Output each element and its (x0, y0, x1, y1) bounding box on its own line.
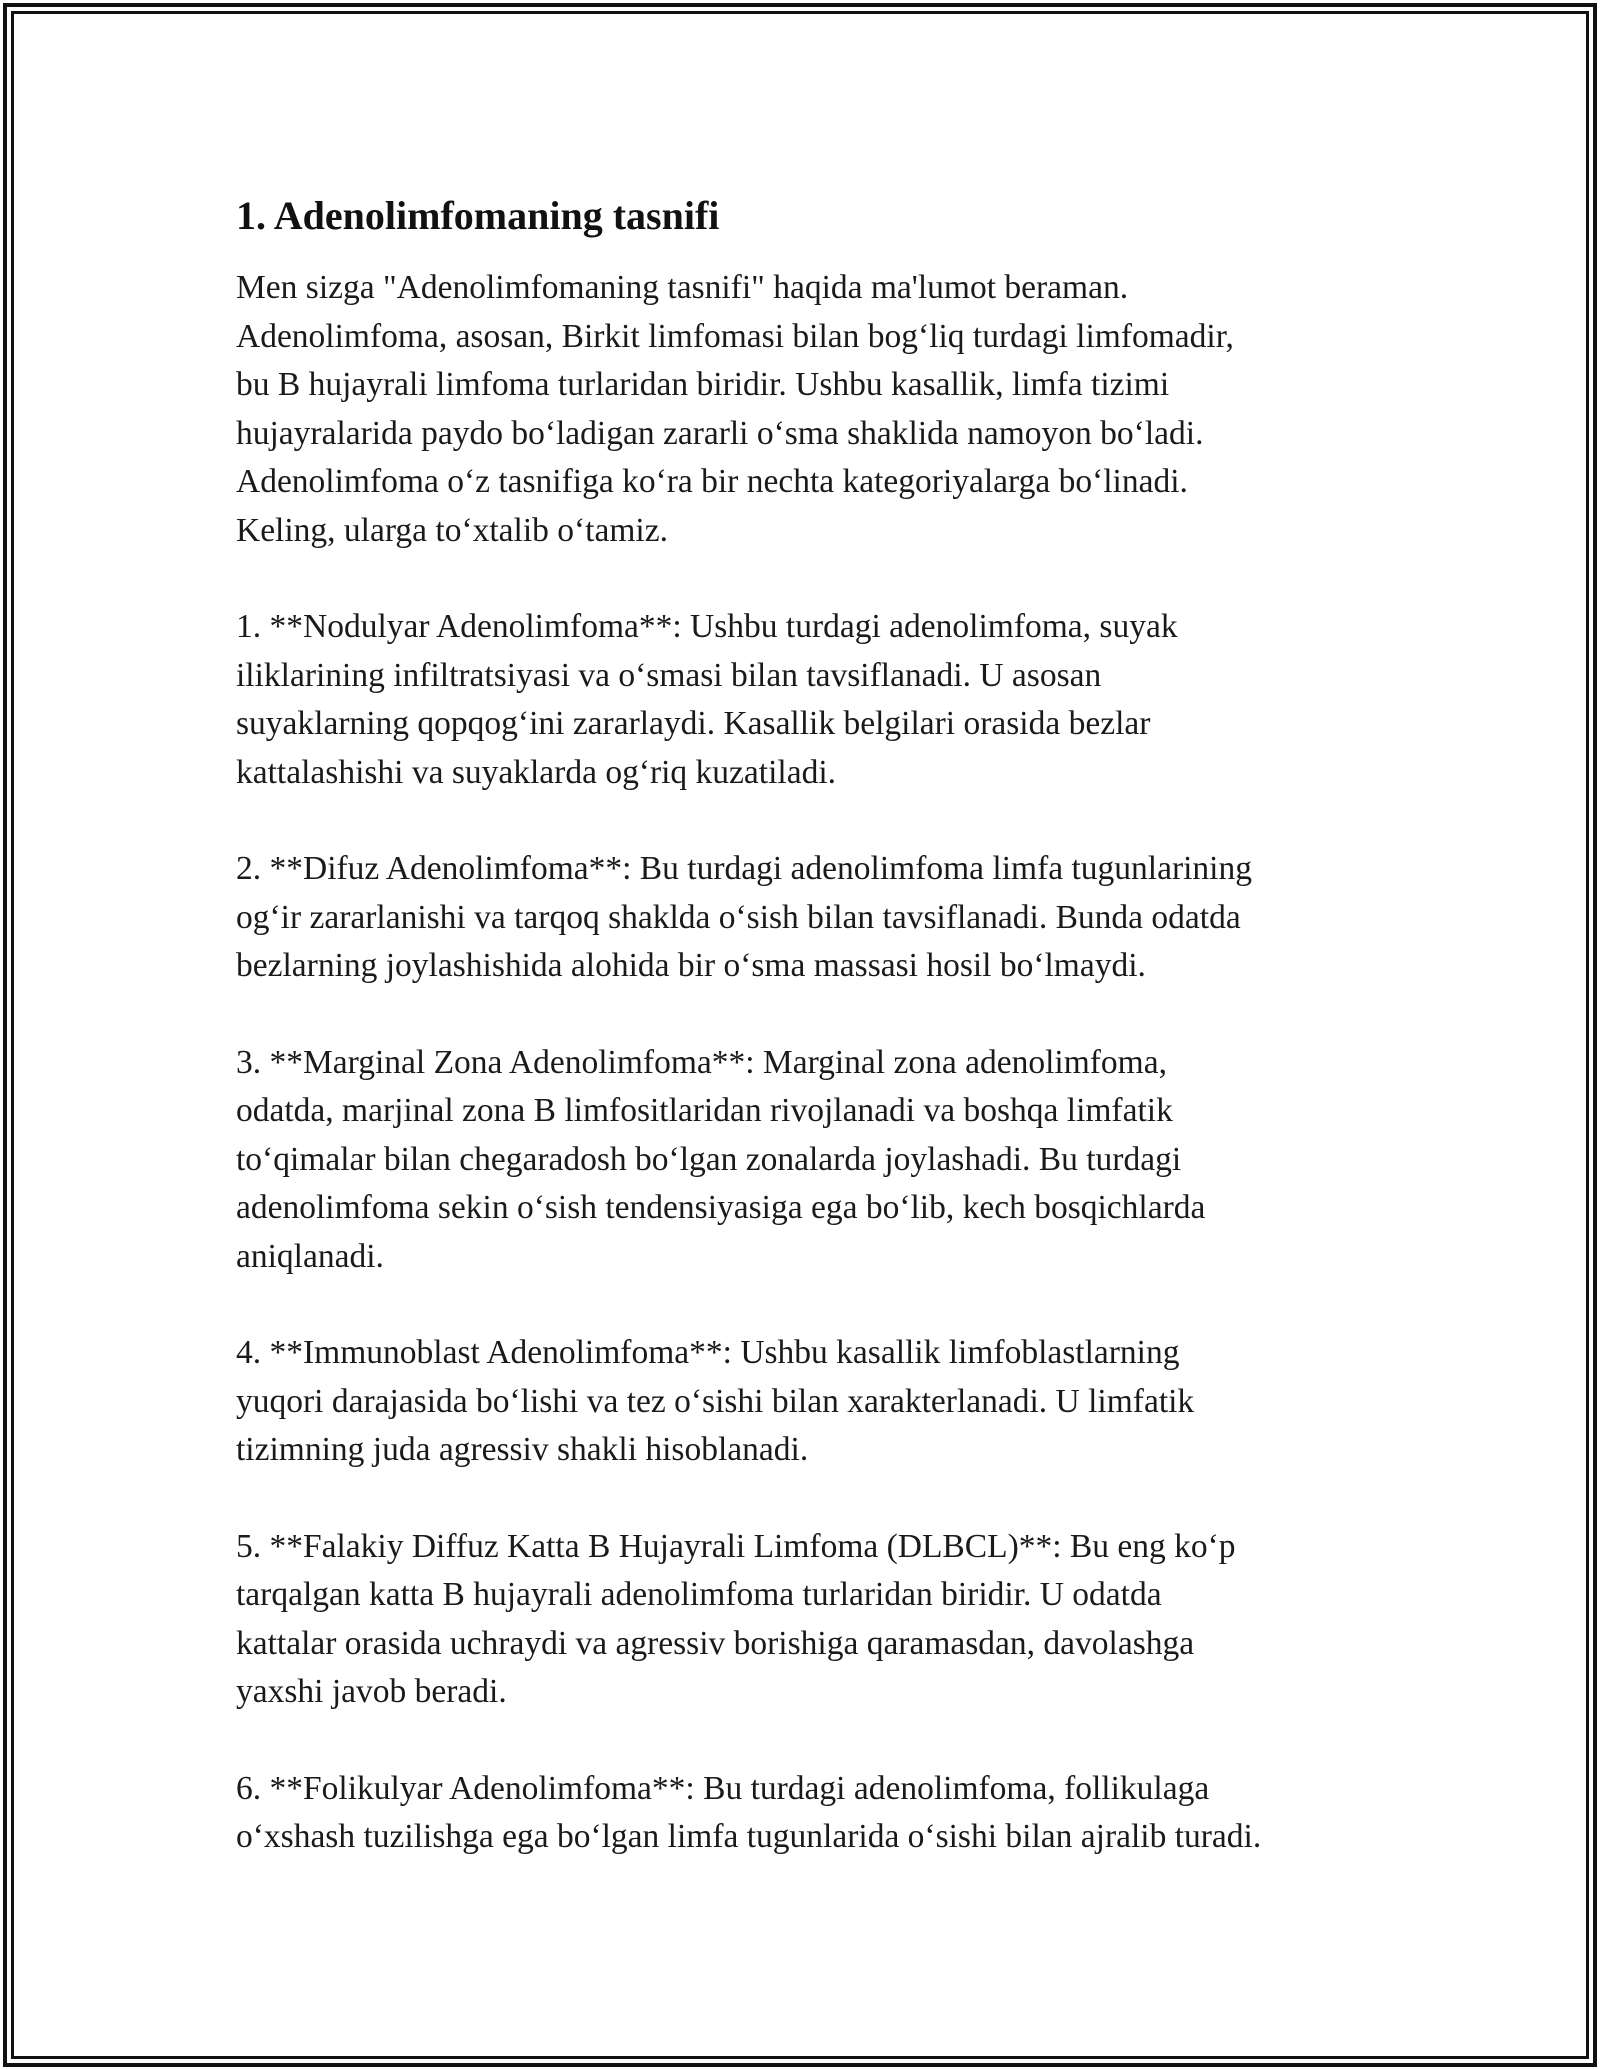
intro-paragraph: Men sizga "Adenolimfomaning tasnifi" haqida ma'lumot beraman. Adenolimfoma, asosan, Birkit limfomasi bilan bog‘liq turdagi limfomadir, bu B hujayrali limfoma turlaridan biridir. Ushbu kasallik, limfa tizimi hujayralarida paydo bo‘ladigan zararli o‘sma shaklida namoyon bo‘ladi. Adenolimfoma o‘z tasnifiga ko‘ra bir nechta kategoriyalarga bo‘linadi. Keling, ularga to‘xtalib o‘tamiz. (236, 269, 1234, 549)
list-item-diffuse: 2. **Difuz Adenolimfoma**: Bu turdagi adenolimfoma limfa tugunlarining og‘ir zararlanishi va tarqoq shaklda o‘sish bilan tavsiflanadi. Bunda odatda bezlarning joylashishida alohida bir o‘sma massasi hosil bo‘lmaydi. (236, 850, 1252, 984)
list-item-follicular: 6. **Folikulyar Adenolimfoma**: Bu turdagi adenolimfoma, follikulaga o‘xshash tuzilishga ega bo‘lgan limfa tugunlarida o‘sishi bilan ajralib turadi. (236, 1769, 1262, 1855)
document-body (236, 186, 1366, 1910)
list-item-nodular: 1. **Nodulyar Adenolimfoma**: Ushbu turdagi adenolimfoma, suyak iliklarining infiltratsiyasi va o‘smasi bilan tavsiflanadi. U asosan suyaklarning qopqog‘ini zararlaydi. Kasallik belgilari orasida bezlar kattalashishi va suyaklarda og‘riq kuzatiladi. (236, 608, 1178, 791)
list-item-dlbcl: 5. **Falakiy Diffuz Katta B Hujayrali Limfoma (DLBCL)**: Bu eng ko‘p tarqalgan katta B hujayrali adenolimfoma turlaridan biridir. U odatda kattalar orasida uchraydi va agressiv borishiga qaramasdan, davolashga yaxshi javob beradi. (236, 1527, 1236, 1710)
list-item-marginal-zone: 3. **Marginal Zona Adenolimfoma**: Marginal zona adenolimfoma, odatda, marjinal zona B limfositlaridan rivojlanadi va boshqa limfatik to‘qimalar bilan chegaradosh bo‘lgan zonalarda joylashadi. Bu turdagi adenolimfoma sekin o‘sish tendensiyasiga ega bo‘lib, kech bosqichlarda aniqlanadi. (236, 1043, 1206, 1275)
document-title: 1. Adenolimfomaning tasnifi (236, 193, 720, 238)
list-item-immunoblast: 4. **Immunoblast Adenolimfoma**: Ushbu kasallik limfoblastlarning yuqori darajasida bo‘lishi va tez o‘sishi bilan xarakterlanadi. U limfatik tizimning juda agressiv shakli hisoblanadi. (236, 1334, 1195, 1468)
